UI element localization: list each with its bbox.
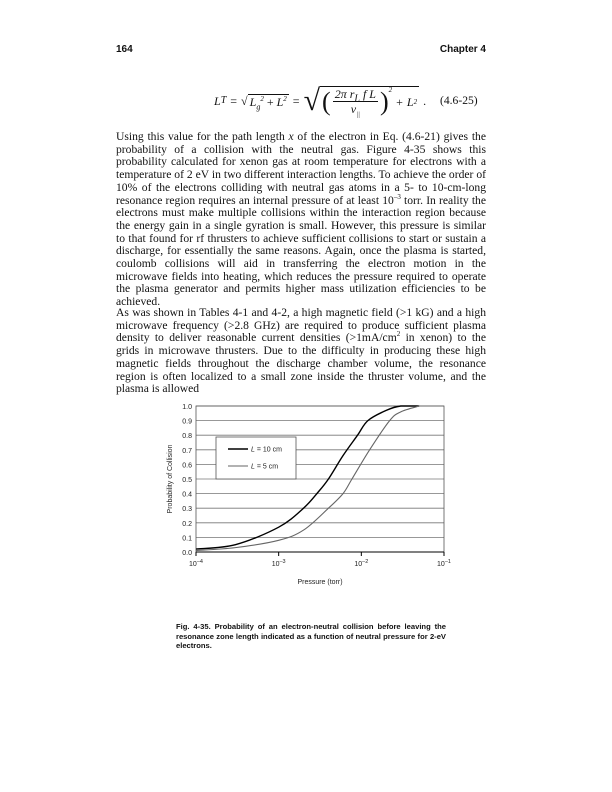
y-tick-label: 0.2 <box>182 520 192 528</box>
tick-exponent: –3 <box>279 559 286 565</box>
sqrt-icon: √ <box>303 84 321 117</box>
legend-text: = 5 cm <box>254 463 279 471</box>
x-tick-label <box>354 559 368 568</box>
text: in xenon) to the grids in microwave thrusters. Due to the difficulty in producing these high magnetic fields throughout the discharge chamber volume, the resonance region is often localized to a small zone inside the thruster volume, and the plasma is allowed <box>116 331 486 396</box>
tick-base: 10 <box>354 561 363 568</box>
y-tick-label: 0.1 <box>182 535 192 543</box>
eq-num-text: f L <box>359 87 376 101</box>
y-tick-label: 0.7 <box>182 447 192 455</box>
figure-caption: Fig. 4-35. Probability of an electron-neutral collision before leaving the resonance zone length indicated as a function of neutral pressure for 2-eV electrons. <box>176 622 446 651</box>
chapter-header: Chapter 4 <box>439 44 486 55</box>
tick-exponent: –2 <box>362 559 369 565</box>
tick-exponent: –4 <box>196 559 203 565</box>
y-tick-label: 0.4 <box>182 491 192 499</box>
tick-base: 10 <box>271 561 280 568</box>
tick-exponent: –1 <box>444 559 451 565</box>
paren-open: ( <box>322 86 331 116</box>
y-tick-label: 0.6 <box>182 462 192 470</box>
eq-equals: = <box>292 94 300 108</box>
equation-number: (4.6-25) <box>440 94 478 107</box>
eq-term: L <box>249 94 257 109</box>
probability-chart <box>160 396 460 621</box>
eq-num-text: 2π r <box>334 87 355 101</box>
text: of the electron in Eq. (4.6-21) gives the probability of a collision with the neutral gas. Figure 4-35 shows this probability calculated for xenon gas at room temperature for electrons with a temperature of 2 eV in two different interaction lengths. To achieve the order of 10% of the electrons colliding with neutral gas atoms in a 5- to 10-cm-long resonance region requires an internal pressure of at least 10 <box>116 130 486 207</box>
legend-label <box>251 464 278 471</box>
legend-text: = 10 cm <box>254 446 282 454</box>
tick-base: 10 <box>437 561 445 568</box>
eq-radicand-2: ( $\frac{2\pi r_L f L}{v_{||}}$ ) $^2$ + L 2 <box>322 85 418 119</box>
equation: L T = √ $L_g^2 + L^2$ = √ ( $\frac{2\pi r_L f L}{v_{||}}$ ) $^2$ + L 2 . <box>214 84 427 119</box>
y-axis-label: Probability of Collision <box>167 444 174 514</box>
y-tick-label: 0.3 <box>182 506 192 514</box>
legend-label <box>251 447 282 454</box>
eq-den-text: v <box>350 102 357 116</box>
tick-base: 10 <box>189 561 197 568</box>
eq-term: L <box>406 94 414 109</box>
eq-numerator <box>333 87 378 105</box>
paragraph-1 <box>116 131 486 309</box>
eq-sub: g <box>256 101 261 111</box>
legend-box <box>216 437 296 479</box>
superscript: –3 <box>393 192 401 201</box>
text: torr. In reality the electrons must make multiple collisions within the interaction region because the energy gain in a single gyration is small. However, this pressure is similar to that found for rf thrusters to achieve sufficient collisions to start or sustain a discharge, for essentially the same reasons. Again, once the plasma is started, coulomb collisions will aid in transferring the electron motion in the microwave fields into heating, which reduces the pressure required to operate the plasma generator and permits higher mass utilization efficiencies to be achieved. <box>116 193 486 309</box>
eq-plus: + <box>396 94 403 109</box>
y-tick-label: 1.0 <box>182 404 192 411</box>
superscript: 2 <box>396 330 401 339</box>
y-tick-label: 0.8 <box>182 433 192 441</box>
y-tick-label: 0.0 <box>182 550 192 557</box>
y-tick-label: 0.9 <box>182 418 192 426</box>
eq-lhs: L <box>214 94 221 108</box>
eq-sub: || <box>356 110 360 119</box>
sqrt-icon: √ <box>241 94 248 108</box>
eq-radicand-1 <box>248 94 289 109</box>
x-tick-label <box>189 559 203 568</box>
y-tick-label: 0.5 <box>182 477 192 484</box>
page-number: 164 <box>116 44 133 55</box>
eq-sup: 2 <box>260 94 264 103</box>
eq-period: . <box>423 94 427 108</box>
x-tick-label <box>437 559 451 568</box>
x-tick-label <box>272 559 286 568</box>
legend-var: L <box>251 463 255 471</box>
eq-sub: L <box>354 93 360 105</box>
paren-close: ) <box>379 86 389 116</box>
eq-denominator <box>350 102 360 119</box>
text-var: x <box>288 130 294 143</box>
eq-fraction <box>333 87 378 119</box>
text: As was shown in Tables 4-1 and 4-2, a high magnetic field (>1 kG) and a high microwave frequency (>2.8 GHz) are required to produce sufficient plasma density to deliver reasonable current densities (>1mA/cm <box>116 306 486 345</box>
x-axis-label: Pressure (torr) <box>297 579 343 586</box>
eq-sup: 2 <box>283 94 287 103</box>
legend-var: L <box>251 446 255 454</box>
eq-plus: + <box>266 94 274 109</box>
eq-equals: = <box>230 94 238 108</box>
text: Using this value for the path length <box>116 130 289 143</box>
eq-term: L <box>276 94 284 109</box>
paragraph-2 <box>116 307 486 396</box>
